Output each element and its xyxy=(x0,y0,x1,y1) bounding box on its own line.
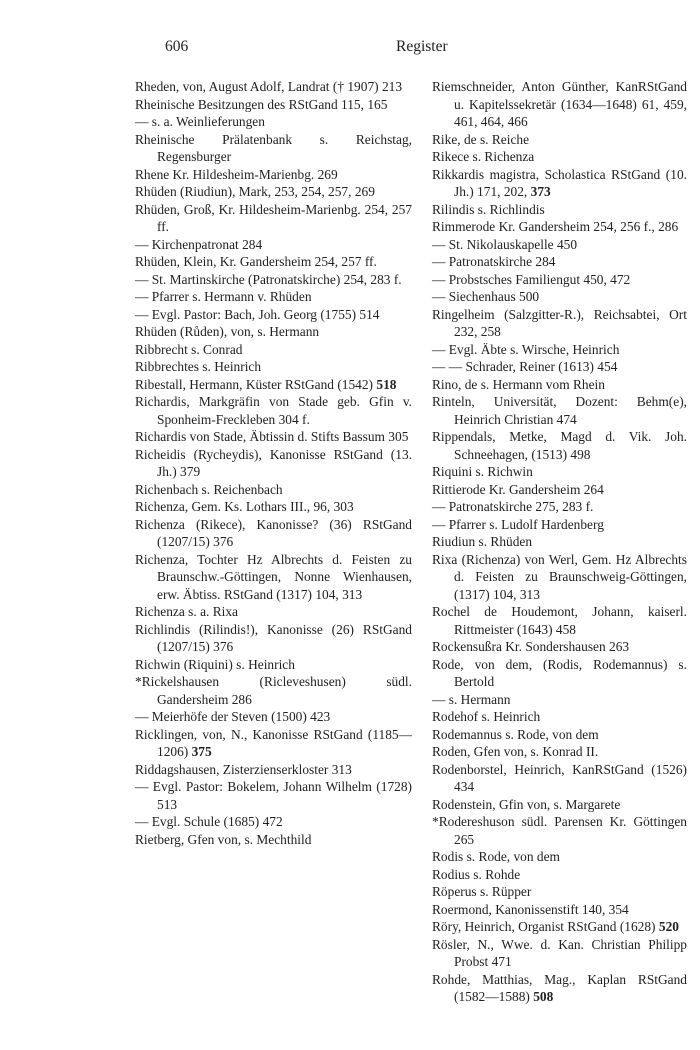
index-entry-text: Riquini s. Richwin xyxy=(432,464,533,479)
index-entry-text: — s. Hermann xyxy=(432,691,511,707)
index-entry xyxy=(135,831,412,849)
index-entry xyxy=(432,393,687,428)
index-entry-text: Richardis von Stade, Äbtissin d. Stifts Bassum 305 xyxy=(135,429,409,444)
index-entry-text: Rhüden, Klein, Kr. Gandersheim 254, 257 ff. xyxy=(135,254,377,269)
running-head: Register xyxy=(396,38,448,55)
index-entry xyxy=(432,656,687,691)
index-entry xyxy=(432,761,687,796)
index-entry-text: Rhüden, Groß, Kr. Hildesheim-Marienbg. 254, 257 ff. xyxy=(135,201,412,234)
index-entry-text: Ribbrechtes s. Heinrich xyxy=(135,359,262,374)
index-entry-text: *Rickelshausen (Ricleveshusen) südl. Gandersheim 286 xyxy=(135,674,412,707)
index-entry-text: — St. Martinskirche (Patronatskirche) 254, 283 f. xyxy=(135,271,402,287)
index-entry-text: Richenza, Gem. Ks. Lothars III., 96, 303 xyxy=(135,499,354,514)
index-entry-text: Ribbrecht s. Conrad xyxy=(135,341,243,357)
index-entry xyxy=(432,288,687,306)
index-entry-text: Rheden, von, August Adolf, Landrat († 1907) 213 xyxy=(135,79,403,94)
index-entry xyxy=(135,603,412,621)
index-entry xyxy=(135,131,412,166)
index-entry xyxy=(432,78,687,131)
index-entry xyxy=(432,463,687,481)
index-entry xyxy=(135,498,412,516)
index-entry xyxy=(432,796,687,814)
index-entry-text: Richlindis (Rilindis!), Kanonisse (26) RStGand (1207/15) 376 xyxy=(135,621,412,654)
index-entry xyxy=(432,498,687,516)
index-entry xyxy=(432,901,687,919)
index-entry-text: Röperus s. Rüpper xyxy=(432,884,532,899)
index-entry-text: Rikece s. Richenza xyxy=(432,149,535,164)
index-entry xyxy=(135,516,412,551)
index-entry-text: — Meierhöfe der Steven (1500) 423 xyxy=(135,709,331,724)
index-entry xyxy=(135,551,412,604)
index-entry-text: Rösler, N., Wwe. d. Kan. Christian Philipp Probst 471 xyxy=(432,936,687,969)
index-entry-text: Richardis, Markgräfin von Stade geb. Gfin v. Sponheim-Freckleben 304 f. xyxy=(135,394,412,427)
index-entry xyxy=(432,551,687,604)
index-entry xyxy=(135,166,412,184)
index-entry xyxy=(432,708,687,726)
index-entry-text: Rilindis s. Richlindis xyxy=(432,201,545,217)
index-entry-text: — Pfarrer s. Ludolf Hardenberg xyxy=(432,516,604,532)
index-entry-text: Rikkardis magistra, Scholastica RStGand (10. Jh.) 171, 202, xyxy=(432,166,687,199)
page-reference-bold: 373 xyxy=(530,184,551,199)
index-entry-text: Roermond, Kanonissenstift 140, 354 xyxy=(432,901,629,917)
index-entry-text: Rippendals, Metke, Magd d. Vik. Joh. Schneehagen, (1513) 498 xyxy=(432,429,687,462)
index-entry xyxy=(432,813,687,848)
index-entry-text: Rheinische Besitzungen des RStGand 115, 165 xyxy=(135,96,388,112)
page-reference-bold: 508 xyxy=(533,989,554,1004)
index-entry xyxy=(432,971,687,1006)
index-entry-text: Rino, de s. Hermann vom Rhein xyxy=(432,376,605,392)
index-entry xyxy=(135,341,412,359)
index-entry-text: Rochel de Houdemont, Johann, kaiserl. Rittmeister (1643) 458 xyxy=(432,604,687,637)
index-entry-text: Rodemannus s. Rode, von dem xyxy=(432,726,599,742)
index-entry xyxy=(135,236,412,254)
index-entry xyxy=(432,866,687,884)
index-entry xyxy=(432,236,687,254)
index-entry xyxy=(135,428,412,446)
index-entry xyxy=(432,306,687,341)
index-entry-text: — Evgl. Pastor: Bach, Joh. Georg (1755) 514 xyxy=(135,306,380,322)
index-entry xyxy=(135,96,412,114)
index-entry xyxy=(135,78,412,96)
index-entry xyxy=(135,813,412,831)
index-entry-text: — Pfarrer s. Hermann v. Rhüden xyxy=(135,289,312,304)
index-entry xyxy=(432,428,687,463)
index-entry xyxy=(432,131,687,149)
index-entry-text: Rode, von dem, (Rodis, Rodemannus) s. Bertold xyxy=(432,656,687,689)
index-entry xyxy=(135,481,412,499)
index-entry-text: Richenza, Tochter Hz Albrechts d. Feisten zu Braunschw.-Göttingen, Nonne Wienhausen, erw. Äbtiss. RStGand (1317) 104, 313 xyxy=(135,551,412,602)
index-entry-text: Ricklingen, von, N., Kanonisse RStGand (1185—1206) xyxy=(135,726,412,759)
index-entry xyxy=(135,673,412,708)
index-entry xyxy=(135,761,412,779)
index-entry-text: Rhene Kr. Hildesheim-Marienbg. 269 xyxy=(135,166,338,182)
index-entry xyxy=(135,376,412,394)
index-entry-text: Richwin (Riquini) s. Heinrich xyxy=(135,656,295,672)
index-entry xyxy=(432,533,687,551)
index-entry xyxy=(432,253,687,271)
index-entry-text: Rodenstein, Gfin von, s. Margarete xyxy=(432,796,621,812)
index-entry xyxy=(432,918,687,936)
index-entry-text: — Siechenhaus 500 xyxy=(432,289,540,304)
index-entry xyxy=(135,288,412,306)
index-entry xyxy=(135,358,412,376)
index-entry xyxy=(432,726,687,744)
index-entry-text: — St. Nikolauskapelle 450 xyxy=(432,236,578,252)
index-entry-text: Rheinische Prälatenbank s. Reichstag, Regensburger xyxy=(135,131,412,164)
index-entry xyxy=(432,201,687,219)
index-entry-text: Rinteln, Universität, Dozent: Behm(e), Heinrich Christian 474 xyxy=(432,394,687,427)
index-entry xyxy=(432,148,687,166)
index-entry xyxy=(432,883,687,901)
index-entry-text: *Rodereshuson südl. Parensen Kr. Göttingen 265 xyxy=(432,814,687,847)
index-entry-text: Riemschneider, Anton Günther, KanRStGand u. Kapitelssekretär (1634—1648) 61, 459, 461, 464, 466 xyxy=(432,79,687,129)
index-entry-text: Richenza s. a. Rixa xyxy=(135,604,238,619)
index-entry xyxy=(432,341,687,359)
index-entry xyxy=(135,726,412,761)
index-entry xyxy=(432,603,687,638)
index-entry-text: Riudiun s. Rhüden xyxy=(432,534,533,549)
page-reference-bold: 375 xyxy=(191,744,212,759)
index-entry-text: Rimmerode Kr. Gandersheim 254, 256 f., 286 xyxy=(432,219,679,234)
index-entry xyxy=(135,271,412,289)
index-column-left xyxy=(135,78,412,848)
index-entry-text: Rietberg, Gfen von, s. Mechthild xyxy=(135,831,312,847)
index-entry xyxy=(135,113,412,131)
index-entry xyxy=(432,936,687,971)
index-entry xyxy=(432,638,687,656)
index-entry xyxy=(135,253,412,271)
index-entry-text: Richeidis (Rycheydis), Kanonisse RStGand (13. Jh.) 379 xyxy=(135,446,412,479)
index-entry-text: Ringelheim (Salzgitter-R.), Reichsabtei, Ort 232, 258 xyxy=(432,306,687,339)
index-entry xyxy=(135,393,412,428)
index-entry-text: Roden, Gfen von, s. Konrad II. xyxy=(432,744,599,759)
index-column-right xyxy=(432,78,687,1006)
index-entry-text: — Evgl. Äbte s. Wirsche, Heinrich xyxy=(432,341,620,357)
index-entry-text: Rhüden (Růden), von, s. Hermann xyxy=(135,324,320,339)
index-entry-text: Rockensußra Kr. Sondershausen 263 xyxy=(432,639,630,654)
index-entry-text: — Probstsches Familiengut 450, 472 xyxy=(432,271,631,287)
index-entry-text: Röry, Heinrich, Organist RStGand (1628) xyxy=(432,919,656,934)
index-entry-text: — Evgl. Schule (1685) 472 xyxy=(135,814,283,829)
page-number: 606 xyxy=(165,38,189,55)
index-entry xyxy=(432,218,687,236)
index-entry-text: Ribestall, Hermann, Küster RStGand (1542) xyxy=(135,376,374,392)
index-entry-text: Richenbach s. Reichenbach xyxy=(135,481,283,497)
index-entry-text: — — Schrader, Reiner (1613) 454 xyxy=(432,359,618,374)
index-entry-text: Rodis s. Rode, von dem xyxy=(432,849,560,864)
page-reference-bold: 518 xyxy=(376,376,397,392)
index-entry xyxy=(135,323,412,341)
index-entry-text: — Evgl. Pastor: Bokelem, Johann Wilhelm (1728) 513 xyxy=(135,779,412,812)
index-entry xyxy=(432,848,687,866)
index-entry xyxy=(432,743,687,761)
index-entry-text: Riddagshausen, Zisterzienserkloster 313 xyxy=(135,761,352,777)
index-entry-text: — Kirchenpatronat 284 xyxy=(135,236,263,252)
index-entry xyxy=(135,306,412,324)
index-entry xyxy=(432,358,687,376)
index-entry xyxy=(432,271,687,289)
index-entry-text: Rodehof s. Heinrich xyxy=(432,709,541,724)
index-entry-text: Rhüden (Riudiun), Mark, 253, 254, 257, 269 xyxy=(135,184,375,199)
index-entry-text: Rodenborstel, Heinrich, KanRStGand (1526) 434 xyxy=(432,761,687,794)
index-entry-text: Richenza (Rikece), Kanonisse? (36) RStGand (1207/15) 376 xyxy=(135,516,412,549)
index-entry xyxy=(432,481,687,499)
index-entry xyxy=(135,656,412,674)
index-entry xyxy=(135,778,412,813)
index-entry xyxy=(135,446,412,481)
index-entry xyxy=(135,201,412,236)
index-entry xyxy=(135,621,412,656)
page-reference-bold: 520 xyxy=(658,919,679,934)
index-entry-text: Rittierode Kr. Gandersheim 264 xyxy=(432,481,604,497)
index-entry-text: Rodius s. Rohde xyxy=(432,866,521,882)
index-entry-text: — s. a. Weinlieferungen xyxy=(135,114,265,129)
index-entry-text: Rixa (Richenza) von Werl, Gem. Hz Albrechts d. Feisten zu Braunschweig-Göttingen, (1317) 104, 313 xyxy=(432,551,687,602)
index-entry xyxy=(432,691,687,709)
index-entry xyxy=(135,708,412,726)
index-entry-text: Rike, de s. Reiche xyxy=(432,131,530,147)
index-entry xyxy=(432,376,687,394)
index-entry xyxy=(135,183,412,201)
index-entry-text: Rohde, Matthias, Mag., Kaplan RStGand (1582—1588) xyxy=(432,971,687,1004)
index-entry-text: — Patronatskirche 284 xyxy=(432,254,556,269)
index-entry-text: — Patronatskirche 275, 283 f. xyxy=(432,499,594,514)
index-entry xyxy=(432,166,687,201)
index-entry xyxy=(432,516,687,534)
